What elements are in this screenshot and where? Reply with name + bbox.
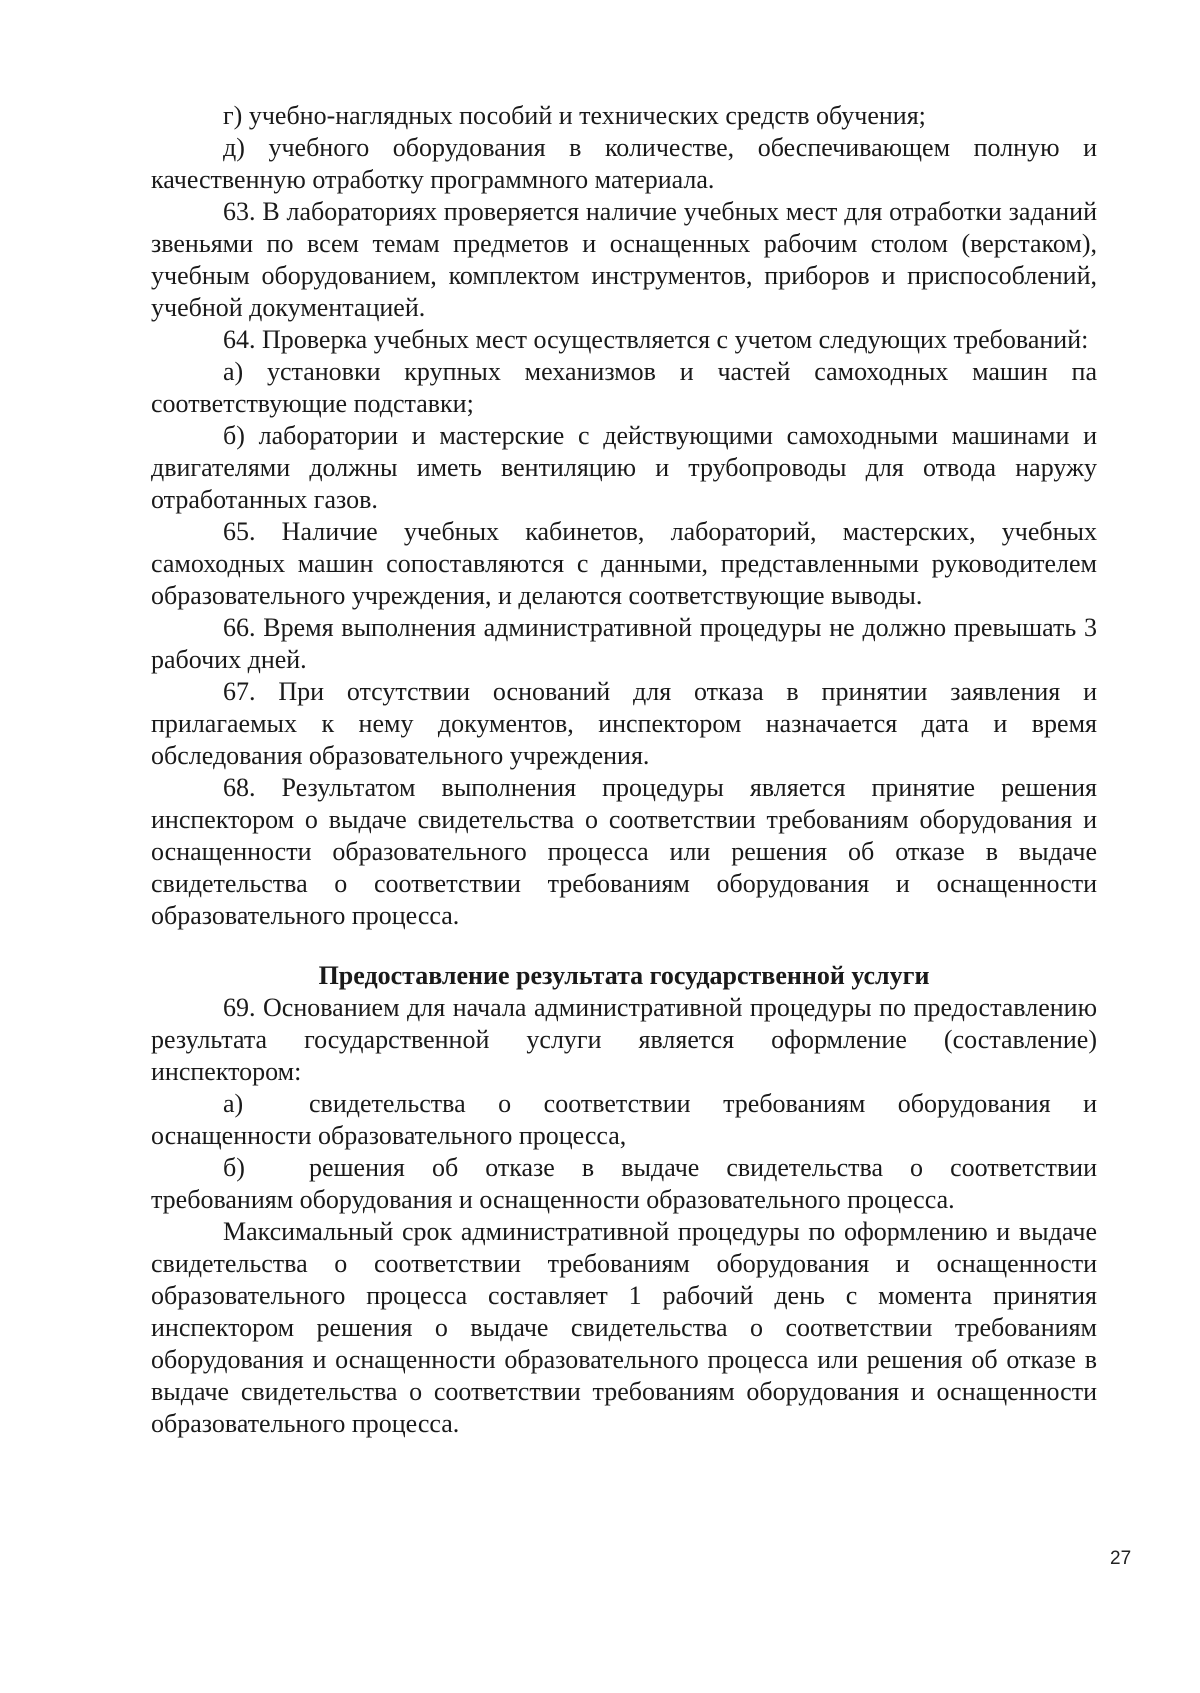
sub-item-a-marker: а) bbox=[223, 1089, 244, 1118]
paragraph-64-b: б) лаборатории и мастерские с действующими самоходными машинами и двигателями должны иметь вентиляцию и трубопроводы для отвода наружу отработанных газов. bbox=[151, 421, 1097, 514]
paragraph-64: 64. Проверка учебных мест осуществляется с учетом следующих требований: bbox=[223, 325, 1089, 354]
sub-item-a bbox=[151, 1088, 1097, 1152]
paragraph-d: д) учебного оборудования в количестве, обеспечивающем полную и качественную отработку программного материала. bbox=[151, 133, 1097, 194]
paragraph-63: 63. В лабораториях проверяется наличие учебных мест для отработки заданий звеньями по всем темам предметов и оснащенных рабочим столом (верстаком), учебным оборудованием, комплектом инструментов, приборов и приспособлений, учебной документацией. bbox=[151, 197, 1097, 322]
sub-item-b-text: решения об отказе в выдаче свидетельства о соответствии требованиям оборудования и оснащенности образовательного процесса. bbox=[151, 1153, 1097, 1214]
paragraph-69: 69. Основанием для начала административной процедуры по предоставлению результата государственной услуги является оформление (составление) инспектором: bbox=[151, 993, 1097, 1086]
document-body bbox=[151, 100, 1097, 1440]
paragraph-g: г) учебно-наглядных пособий и технических средств обучения; bbox=[223, 101, 926, 130]
paragraph-66: 66. Время выполнения административной процедуры не должно превышать 3 рабочих дней. bbox=[151, 613, 1097, 674]
sub-item-b-marker: б) bbox=[223, 1153, 245, 1182]
sub-item-b bbox=[151, 1152, 1097, 1216]
sub-item-a-text: свидетельства о соответствии требованиям оборудования и оснащенности образовательного процесса, bbox=[151, 1089, 1097, 1150]
section-heading: Предоставление результата государственной услуги bbox=[318, 961, 930, 990]
paragraph-68: 68. Результатом выполнения процедуры является принятие решения инспектором о выдаче свидетельства о соответствии требованиям оборудования и оснащенности образовательного процесса или решения об отказе в выдаче свидетельства о соответствии требованиям оборудования и оснащенности образовательного процесса. bbox=[151, 773, 1097, 930]
final-paragraph: Максимальный срок административной процедуры по оформлению и выдаче свидетельства о соответствии требованиям оборудования и оснащенности образовательного процесса составляет 1 рабочий день с момента принятия инспектором решения о выдаче свидетельства о соответствии требованиям оборудования и оснащенности образовательного процесса или решения об отказе в выдаче свидетельства о соответствии требованиям оборудования и оснащенности образовательного процесса. bbox=[151, 1217, 1097, 1438]
page-number: 27 bbox=[1110, 1548, 1132, 1569]
paragraph-67: 67. При отсутствии оснований для отказа в принятии заявления и прилагаемых к нему документов, инспектором назначается дата и время обследования образовательного учреждения. bbox=[151, 677, 1097, 770]
paragraph-64-a: а) установки крупных механизмов и частей самоходных машин па соответствующие подставки; bbox=[151, 357, 1097, 418]
paragraph-65: 65. Наличие учебных кабинетов, лабораторий, мастерских, учебных самоходных машин сопоставляются с данными, представленными руководителем образовательного учреждения, и делаются соответствующие выводы. bbox=[151, 517, 1097, 610]
